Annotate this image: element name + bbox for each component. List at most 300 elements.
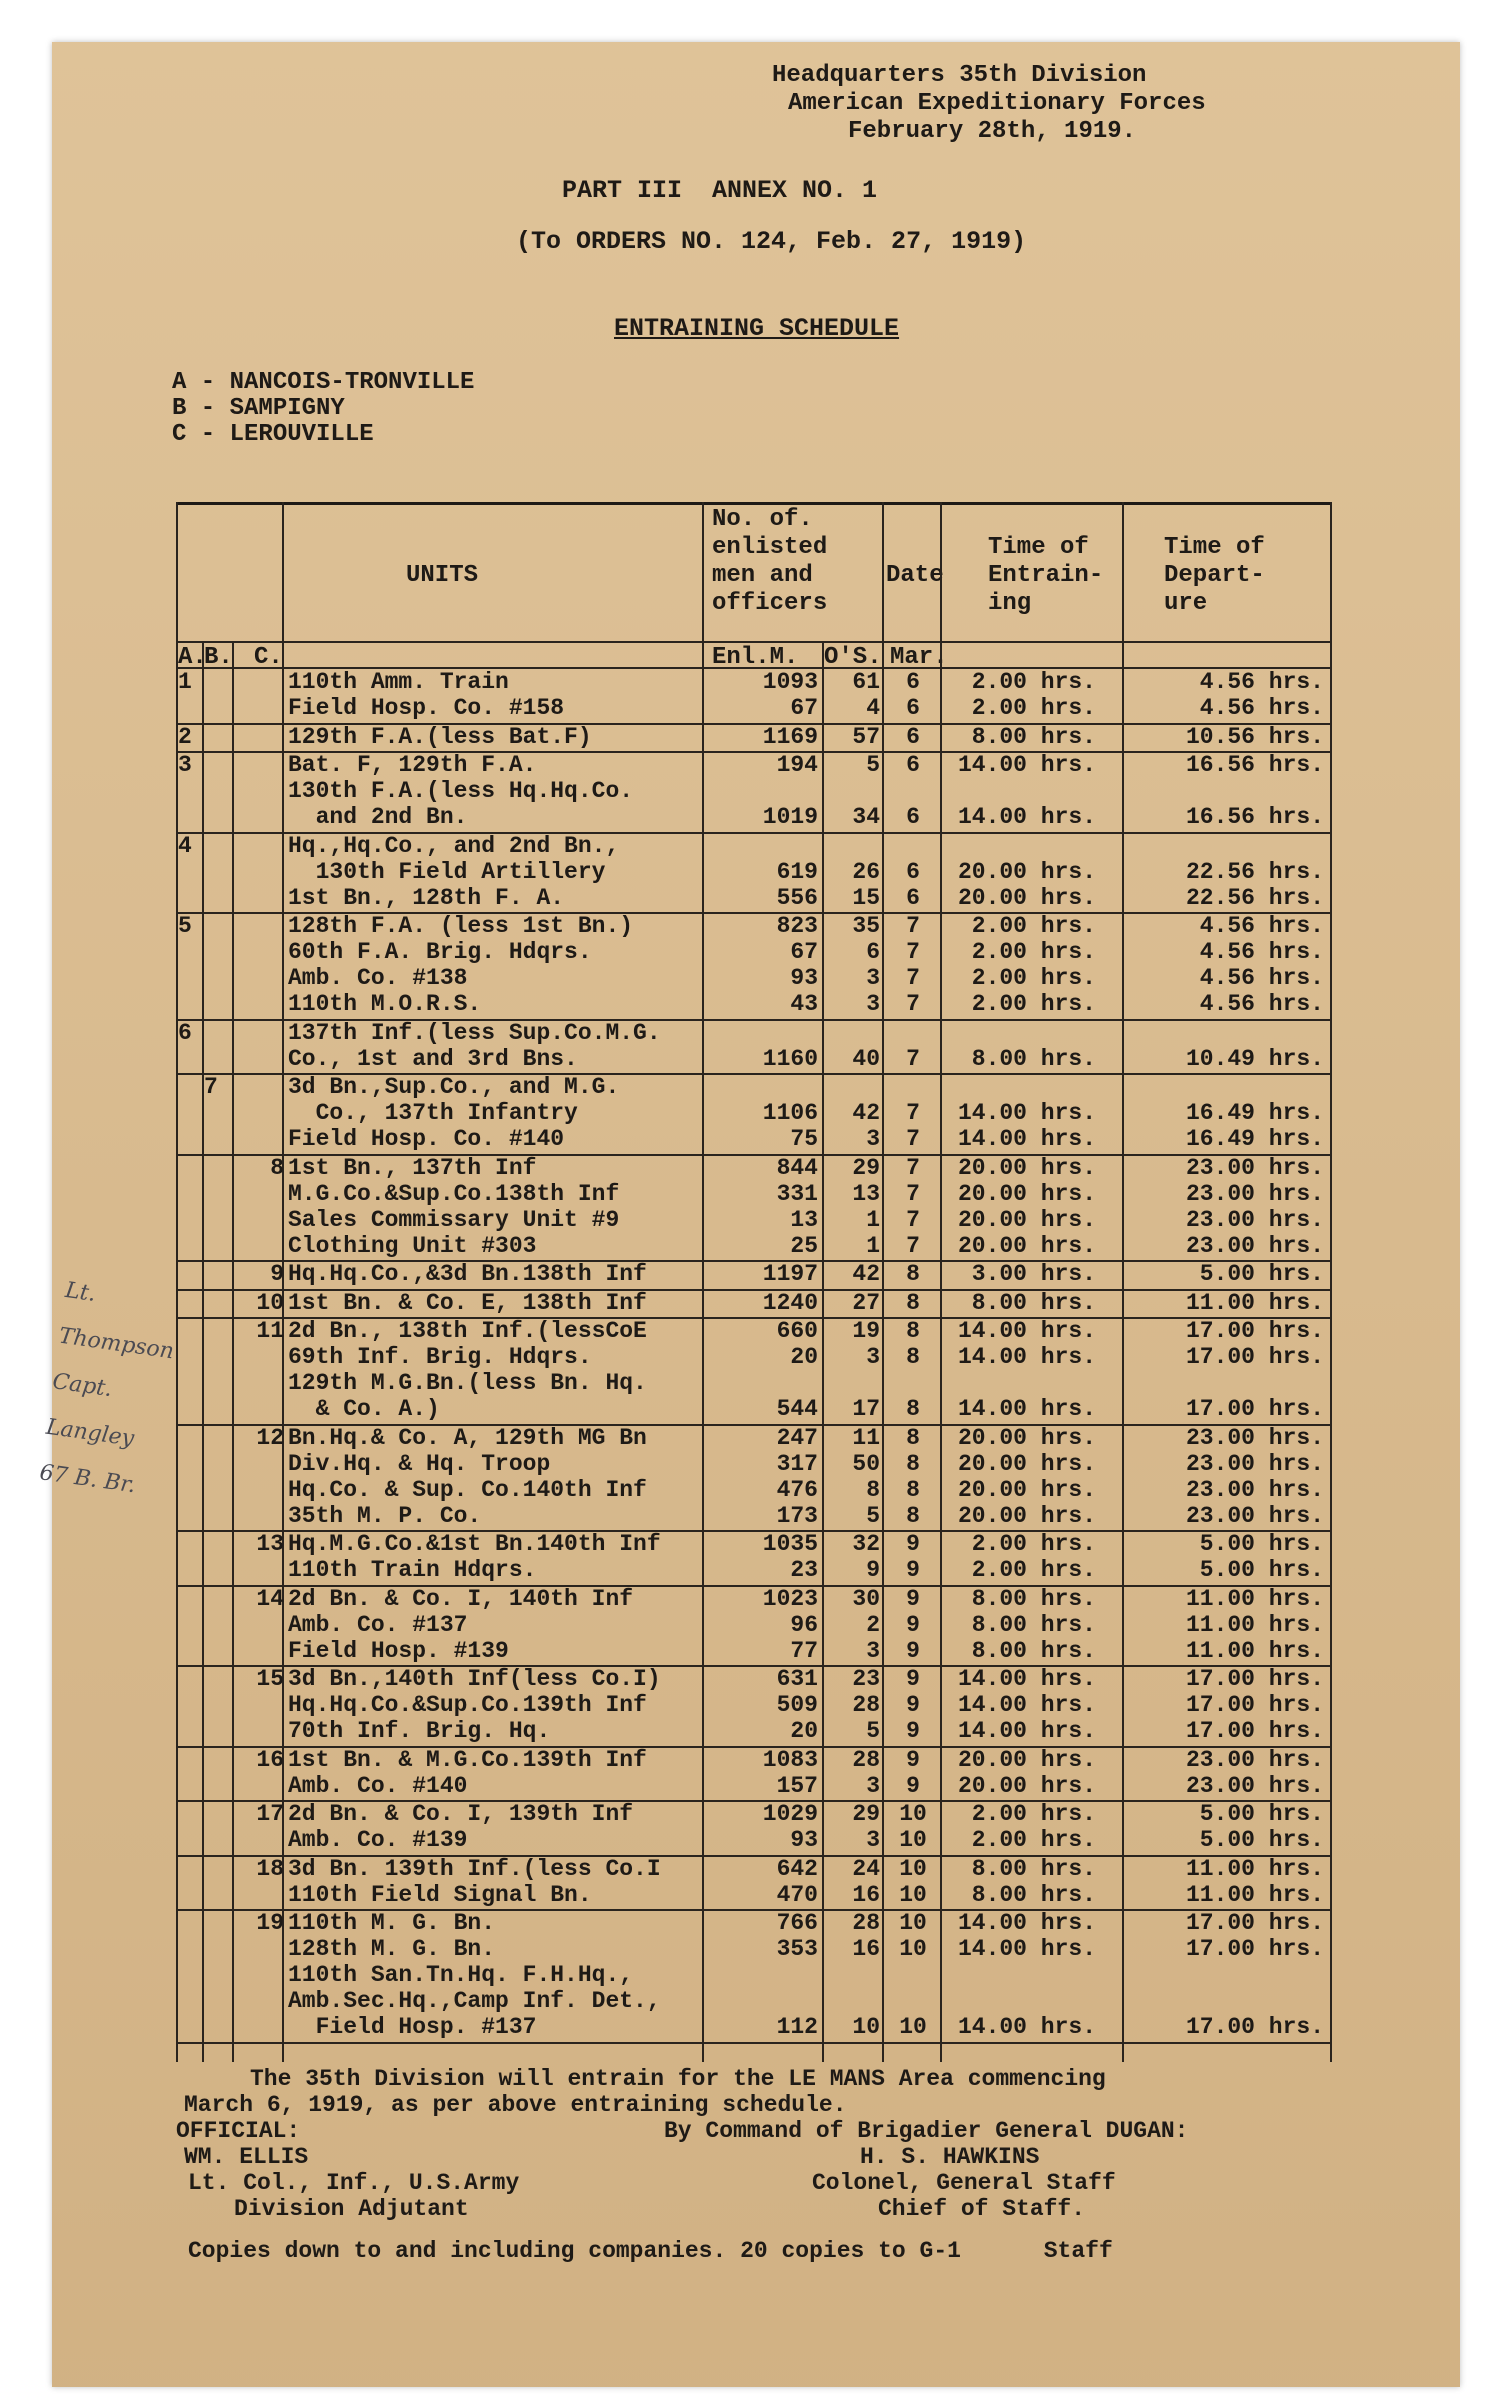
enlisted-count: 1197 (762, 1261, 818, 1287)
entrain-date: 9 (906, 1557, 920, 1583)
unit-name: 1st Bn. & Co. E, 138th Inf (288, 1289, 647, 1316)
station-a-number: 2 (178, 723, 192, 750)
note-line: Langley (44, 1414, 136, 1452)
entrain-date: 9 (906, 1718, 920, 1744)
officer-count: 61 (852, 669, 880, 695)
enlisted-count: 509 (776, 1692, 818, 1718)
signatory-title: Chief of Staff. (878, 2196, 1086, 2222)
entrain-date: 7 (906, 913, 920, 939)
entraining-time: 2.00 hrs. (971, 1531, 1096, 1557)
entraining-time: 2.00 hrs. (971, 1557, 1096, 1583)
station-a-number: 6 (178, 1019, 192, 1046)
entraining-time: 20.00 hrs. (957, 1232, 1096, 1259)
departure-time: 11.00 hrs. (1185, 1881, 1324, 1908)
by-command-line: By Command of Brigadier General DUGAN: (664, 2118, 1189, 2144)
enlisted-count: 544 (776, 1396, 818, 1422)
departure-time: 17.00 hrs. (1185, 1666, 1324, 1692)
departure-time: 17.00 hrs. (1185, 1318, 1324, 1344)
entrain-date: 6 (906, 669, 920, 695)
station-legend (172, 370, 474, 448)
officer-count: 42 (852, 1100, 880, 1126)
entrain-date: 10 (899, 1910, 927, 1936)
entrain-date: 6 (906, 804, 920, 830)
entrain-date: 9 (906, 1531, 920, 1557)
enlisted-count: 93 (790, 965, 818, 991)
departure-time: 23.00 hrs. (1185, 1154, 1324, 1181)
column-rule (202, 641, 204, 2062)
departure-time: 23.00 hrs. (1185, 1232, 1324, 1259)
officer-count: 50 (852, 1450, 880, 1477)
enlisted-count: 660 (776, 1318, 818, 1344)
station-c-number: 14 (256, 1585, 284, 1612)
entraining-time: 2.00 hrs. (971, 1827, 1096, 1853)
header-units: UNITS (406, 562, 479, 589)
departure-time: 17.00 hrs. (1185, 1692, 1324, 1718)
entraining-time: 8.00 hrs. (971, 1855, 1096, 1882)
officer-count: 16 (852, 1936, 880, 1962)
departure-time: 17.00 hrs. (1185, 1936, 1324, 1962)
entrain-date: 6 (906, 695, 920, 721)
unit-name: 60th F.A. Brig. Hdqrs. (288, 939, 592, 965)
unit-name: Amb. Co. #137 (288, 1611, 468, 1638)
document-title: ENTRAINING SCHEDULE (614, 314, 900, 343)
departure-time: 10.56 hrs. (1185, 723, 1324, 750)
entraining-time: 14.00 hrs. (957, 1910, 1096, 1936)
departure-time: 23.00 hrs. (1185, 1206, 1324, 1233)
departure-time: 4.56 hrs. (1199, 913, 1324, 939)
departure-time: 11.00 hrs. (1185, 1289, 1324, 1316)
officer-count: 9 (866, 1557, 880, 1583)
officer-count: 32 (852, 1531, 880, 1557)
enlisted-count: 1240 (762, 1289, 818, 1316)
entraining-time: 20.00 hrs. (957, 1424, 1096, 1451)
entraining-time: 8.00 hrs. (971, 1289, 1096, 1316)
entrain-date: 7 (906, 1180, 920, 1207)
unit-name: 3d Bn.,140th Inf(less Co.I) (288, 1666, 661, 1692)
unit-name: 35th M. P. Co. (288, 1502, 482, 1529)
unit-name: Co., 1st and 3rd Bns. (288, 1045, 578, 1072)
enlisted-count: 631 (776, 1666, 818, 1692)
entraining-time: 2.00 hrs. (971, 669, 1096, 695)
entraining-time: 20.00 hrs. (957, 1180, 1096, 1207)
unit-name: Sales Commissary Unit #9 (288, 1206, 620, 1233)
entraining-time: 14.00 hrs. (957, 1666, 1096, 1692)
document-header (772, 62, 1206, 146)
subheader-b: B. (204, 644, 233, 671)
station-b-number: 7 (204, 1074, 218, 1100)
departure-time: 10.49 hrs. (1185, 1045, 1324, 1072)
departure-time: 23.00 hrs. (1185, 1424, 1324, 1451)
departure-time: 5.00 hrs. (1199, 1827, 1324, 1853)
entraining-time: 20.00 hrs. (957, 858, 1096, 885)
entrain-date: 9 (906, 1637, 920, 1664)
entrain-date: 10 (899, 1881, 927, 1908)
entraining-time: 14.00 hrs. (957, 1396, 1096, 1422)
departure-time: 4.56 hrs. (1199, 695, 1324, 721)
entraining-time: 20.00 hrs. (957, 1746, 1096, 1773)
station-entry: B - SAMPIGNY (172, 395, 345, 422)
entraining-time: 20.00 hrs. (957, 1772, 1096, 1799)
part-heading: PART III ANNEX NO. 1 (562, 176, 878, 205)
entrain-date: 8 (906, 1289, 920, 1316)
unit-name: 137th Inf.(less Sup.Co.M.G. (288, 1019, 661, 1046)
note-line: Thompson (57, 1323, 176, 1365)
entraining-time: 14.00 hrs. (957, 1936, 1096, 1962)
unit-name: Amb. Co. #138 (288, 965, 468, 991)
entraining-time: 14.00 hrs. (957, 1100, 1096, 1126)
departure-time: 17.00 hrs. (1185, 1344, 1324, 1370)
station-a-number: 5 (178, 913, 192, 939)
column-rule (1122, 502, 1124, 2062)
officer-count: 3 (866, 991, 880, 1017)
enlisted-count: 157 (776, 1772, 818, 1799)
enlisted-count: 353 (776, 1936, 818, 1962)
unit-name: 2d Bn., 138th Inf.(lessCoE (288, 1318, 647, 1344)
officer-count: 2 (866, 1611, 880, 1638)
orders-reference: (To ORDERS NO. 124, Feb. 27, 1919) (516, 227, 1027, 256)
unit-name: 129th F.A.(less Bat.F) (288, 723, 592, 750)
footer-note: The 35th Division will entrain for the LE MANS Area commencing (250, 2066, 1106, 2092)
station-a-number: 1 (178, 669, 192, 695)
entraining-time: 14.00 hrs. (957, 752, 1096, 778)
entraining-time: 20.00 hrs. (957, 1206, 1096, 1233)
signatory-title: Division Adjutant (234, 2196, 469, 2222)
unit-name: 2d Bn. & Co. I, 139th Inf (288, 1801, 634, 1827)
officer-count: 5 (866, 1718, 880, 1744)
enlisted-count: 75 (790, 1126, 818, 1152)
unit-name: 110th Field Signal Bn. (288, 1881, 592, 1908)
enlisted-count: 67 (790, 695, 818, 721)
enlisted-count: 194 (776, 752, 818, 778)
entrain-date: 10 (899, 2014, 927, 2040)
officer-count: 28 (852, 1910, 880, 1936)
officer-count: 42 (852, 1261, 880, 1287)
officer-count: 35 (852, 913, 880, 939)
unit-name: 130th F.A.(less Hq.Hq.Co. (288, 778, 634, 804)
departure-time: 17.00 hrs. (1185, 1718, 1324, 1744)
enlisted-count: 20 (790, 1718, 818, 1744)
unit-name: Co., 137th Infantry (288, 1100, 578, 1126)
enlisted-count: 844 (776, 1154, 818, 1181)
officer-count: 40 (852, 1045, 880, 1072)
station-c-number: 9 (270, 1261, 284, 1287)
entraining-time: 8.00 hrs. (971, 1611, 1096, 1638)
station-c-number: 8 (270, 1154, 284, 1181)
signatory-name: H. S. HAWKINS (860, 2144, 1040, 2170)
header-line: Headquarters 35th Division (772, 62, 1147, 89)
unit-name: Hq.Co. & Sup. Co.140th Inf (288, 1476, 647, 1503)
enlisted-count: 20 (790, 1344, 818, 1370)
header-entraining: Time of Entrain- ing (988, 534, 1104, 617)
entraining-time: 14.00 hrs. (957, 804, 1096, 830)
departure-time: 23.00 hrs. (1185, 1450, 1324, 1477)
header-line: February 28th, 1919. (848, 118, 1137, 145)
entraining-time: 20.00 hrs. (957, 1502, 1096, 1529)
note-line: Lt. (63, 1277, 98, 1307)
entrain-date: 6 (906, 723, 920, 750)
officer-count: 16 (852, 1881, 880, 1908)
departure-time: 16.49 hrs. (1185, 1126, 1324, 1152)
entrain-date: 7 (906, 939, 920, 965)
officer-count: 26 (852, 858, 880, 885)
officer-count: 29 (852, 1801, 880, 1827)
entrain-date: 8 (906, 1450, 920, 1477)
unit-name: 70th Inf. Brig. Hq. (288, 1718, 551, 1744)
enlisted-count: 1019 (762, 804, 818, 830)
officer-count: 5 (866, 1502, 880, 1529)
entrain-date: 8 (906, 1424, 920, 1451)
station-c-number: 17 (256, 1801, 284, 1827)
officer-count: 27 (852, 1289, 880, 1316)
enlisted-count: 173 (776, 1502, 818, 1529)
enlisted-count: 96 (790, 1611, 818, 1638)
header-line: American Expeditionary Forces (788, 90, 1206, 117)
departure-time: 4.56 hrs. (1199, 939, 1324, 965)
enlisted-count: 766 (776, 1910, 818, 1936)
entraining-time: 8.00 hrs. (971, 1637, 1096, 1664)
enlisted-count: 1083 (762, 1746, 818, 1773)
unit-name: Div.Hq. & Hq. Troop (288, 1450, 551, 1477)
station-c-number: 16 (256, 1746, 284, 1773)
officer-count: 3 (866, 965, 880, 991)
station-c-number: 12 (256, 1424, 284, 1451)
entrain-date: 9 (906, 1585, 920, 1612)
subheader-a: A. (178, 644, 207, 671)
unit-name: Field Hosp. Co. #140 (288, 1126, 565, 1152)
enlisted-count: 23 (790, 1557, 818, 1583)
officer-count: 34 (852, 804, 880, 830)
unit-name: 1st Bn., 137th Inf (288, 1154, 537, 1181)
departure-time: 17.00 hrs. (1185, 1396, 1324, 1422)
entraining-time: 14.00 hrs. (957, 1126, 1096, 1152)
entrain-date: 6 (906, 858, 920, 885)
unit-name: 110th Train Hdqrs. (288, 1557, 537, 1583)
departure-time: 23.00 hrs. (1185, 1772, 1324, 1799)
subheader-c: C. (254, 644, 283, 671)
signatory-rank: Lt. Col., Inf., U.S.Army (188, 2170, 520, 2196)
column-rule (940, 502, 942, 2062)
departure-time: 4.56 hrs. (1199, 991, 1324, 1017)
enlisted-count: 556 (776, 884, 818, 911)
unit-name: Amb. Co. #139 (288, 1827, 468, 1853)
enlisted-count: 317 (776, 1450, 818, 1477)
officer-count: 17 (852, 1396, 880, 1422)
entraining-schedule-table (176, 502, 1332, 2062)
entrain-date: 9 (906, 1772, 920, 1799)
entraining-time: 20.00 hrs. (957, 1154, 1096, 1181)
unit-name: 128th M. G. Bn. (288, 1936, 496, 1962)
departure-time: 11.00 hrs. (1185, 1585, 1324, 1612)
entrain-date: 10 (899, 1827, 927, 1853)
entraining-time: 8.00 hrs. (971, 1045, 1096, 1072)
entrain-date: 9 (906, 1692, 920, 1718)
unit-name: 69th Inf. Brig. Hdqrs. (288, 1344, 592, 1370)
footer-note: March 6, 1919, as per above entraining schedule. (184, 2092, 847, 2118)
unit-name: 130th Field Artillery (288, 858, 606, 885)
officer-count: 6 (866, 939, 880, 965)
unit-name: 1st Bn., 128th F. A. (288, 884, 565, 911)
departure-time: 5.00 hrs. (1199, 1557, 1324, 1583)
unit-name: M.G.Co.&Sup.Co.138th Inf (288, 1180, 620, 1207)
unit-name: Bn.Hq.& Co. A, 129th MG Bn (288, 1424, 647, 1451)
enlisted-count: 93 (790, 1827, 818, 1853)
header-date: Date (886, 562, 944, 589)
officer-count: 30 (852, 1585, 880, 1612)
enlisted-count: 476 (776, 1476, 818, 1503)
entraining-time: 14.00 hrs. (957, 1344, 1096, 1370)
entraining-time: 3.00 hrs. (971, 1261, 1096, 1287)
officer-count: 19 (852, 1318, 880, 1344)
officer-count: 5 (866, 752, 880, 778)
departure-time: 4.56 hrs. (1199, 965, 1324, 991)
enlisted-count: 247 (776, 1424, 818, 1451)
official-label: OFFICIAL: (176, 2118, 301, 2144)
station-a-number: 4 (178, 832, 192, 859)
officer-count: 3 (866, 1344, 880, 1370)
column-rule (882, 502, 884, 2062)
entraining-time: 2.00 hrs. (971, 1801, 1096, 1827)
table-top-rule (176, 502, 1332, 505)
departure-time: 16.56 hrs. (1185, 804, 1324, 830)
unit-name: 110th M. G. Bn. (288, 1910, 496, 1936)
officer-count: 3 (866, 1126, 880, 1152)
entrain-date: 7 (906, 1100, 920, 1126)
officer-count: 13 (852, 1180, 880, 1207)
column-rule (1330, 502, 1332, 2062)
signatory-name: WM. ELLIS (184, 2144, 309, 2170)
departure-time: 22.56 hrs. (1185, 858, 1324, 885)
unit-name: Hq.Hq.Co.&Sup.Co.139th Inf (288, 1692, 647, 1718)
unit-name: Hq.Hq.Co.,&3d Bn.138th Inf (288, 1261, 647, 1287)
entraining-time: 8.00 hrs. (971, 1585, 1096, 1612)
subheader-officers: O'S. (824, 644, 882, 671)
unit-name: Hq.,Hq.Co., and 2nd Bn., (288, 832, 620, 859)
entrain-date: 8 (906, 1318, 920, 1344)
entrain-date: 7 (906, 991, 920, 1017)
unit-name: 2d Bn. & Co. I, 140th Inf (288, 1585, 634, 1612)
departure-time: 11.00 hrs. (1185, 1637, 1324, 1664)
officer-count: 23 (852, 1666, 880, 1692)
enlisted-count: 619 (776, 858, 818, 885)
entrain-date: 7 (906, 1154, 920, 1181)
enlisted-count: 77 (790, 1637, 818, 1664)
station-entry: C - LEROUVILLE (172, 421, 374, 448)
officer-count: 4 (866, 695, 880, 721)
entrain-date: 9 (906, 1666, 920, 1692)
enlisted-count: 1029 (762, 1801, 818, 1827)
entrain-date: 10 (899, 1855, 927, 1882)
officer-count: 8 (866, 1476, 880, 1503)
entrain-date: 9 (906, 1746, 920, 1773)
entrain-date: 8 (906, 1344, 920, 1370)
departure-time: 23.00 hrs. (1185, 1476, 1324, 1503)
station-c-number: 11 (256, 1318, 284, 1344)
unit-name: Amb. Co. #140 (288, 1772, 468, 1799)
enlisted-count: 112 (776, 2014, 818, 2040)
officer-count: 10 (852, 2014, 880, 2040)
unit-name: 110th M.O.R.S. (288, 991, 482, 1017)
entraining-time: 14.00 hrs. (957, 1318, 1096, 1344)
unit-name: 1st Bn. & M.G.Co.139th Inf (288, 1746, 647, 1773)
group-rule (176, 2042, 1332, 2044)
entraining-time: 14.00 hrs. (957, 2014, 1096, 2040)
entraining-time: 2.00 hrs. (971, 991, 1096, 1017)
departure-time: 4.56 hrs. (1199, 669, 1324, 695)
entrain-date: 7 (906, 1126, 920, 1152)
enlisted-count: 13 (790, 1206, 818, 1233)
entrain-date: 10 (899, 1936, 927, 1962)
officer-count: 3 (866, 1772, 880, 1799)
entraining-time: 20.00 hrs. (957, 1476, 1096, 1503)
entrain-date: 7 (906, 965, 920, 991)
departure-time: 17.00 hrs. (1185, 2014, 1324, 2040)
officer-count: 15 (852, 884, 880, 911)
entrain-date: 8 (906, 1502, 920, 1529)
station-c-number: 13 (256, 1531, 284, 1557)
enlisted-count: 331 (776, 1180, 818, 1207)
header-departure: Time of Depart- ure (1164, 534, 1265, 617)
officer-count: 3 (866, 1827, 880, 1853)
unit-name: Hq.M.G.Co.&1st Bn.140th Inf (288, 1531, 661, 1557)
unit-name: Amb.Sec.Hq.,Camp Inf. Det., (288, 1988, 661, 2014)
enlisted-count: 470 (776, 1881, 818, 1908)
column-rule (232, 641, 234, 2062)
signatory-rank: Colonel, General Staff (812, 2170, 1116, 2196)
unit-name: & Co. A.) (288, 1396, 440, 1422)
station-c-number: 18 (256, 1855, 284, 1882)
officer-count: 28 (852, 1746, 880, 1773)
entrain-date: 6 (906, 884, 920, 911)
officer-count: 1 (866, 1232, 880, 1259)
officer-count: 24 (852, 1855, 880, 1882)
unit-name: Field Hosp. #139 (288, 1637, 509, 1664)
note-line: Capt. (50, 1369, 114, 1403)
entrain-date: 7 (906, 1206, 920, 1233)
departure-time: 22.56 hrs. (1185, 884, 1324, 911)
station-c-number: 15 (256, 1666, 284, 1692)
entraining-time: 2.00 hrs. (971, 965, 1096, 991)
station-c-number: 19 (256, 1910, 284, 1936)
entraining-time: 8.00 hrs. (971, 723, 1096, 750)
entraining-time: 2.00 hrs. (971, 695, 1096, 721)
header-rule (176, 641, 1332, 643)
enlisted-count: 1035 (762, 1531, 818, 1557)
column-rule (702, 502, 704, 2062)
unit-name: 3d Bn. 139th Inf.(less Co.I (288, 1855, 661, 1882)
officer-count: 28 (852, 1692, 880, 1718)
enlisted-count: 1023 (762, 1585, 818, 1612)
unit-name: 3d Bn.,Sup.Co., and M.G. (288, 1074, 620, 1100)
enlisted-count: 823 (776, 913, 818, 939)
officer-count: 57 (852, 723, 880, 750)
entraining-time: 14.00 hrs. (957, 1692, 1096, 1718)
subheader-month: Mar. (890, 644, 948, 671)
departure-time: 17.00 hrs. (1185, 1910, 1324, 1936)
unit-name: Field Hosp. Co. #158 (288, 695, 565, 721)
unit-name: Bat. F, 129th F.A. (288, 752, 537, 778)
departure-time: 23.00 hrs. (1185, 1180, 1324, 1207)
unit-name: 128th F.A. (less 1st Bn.) (288, 913, 634, 939)
departure-time: 5.00 hrs. (1199, 1261, 1324, 1287)
departure-time: 5.00 hrs. (1199, 1531, 1324, 1557)
entraining-time: 8.00 hrs. (971, 1881, 1096, 1908)
departure-time: 11.00 hrs. (1185, 1855, 1324, 1882)
station-a-number: 3 (178, 752, 192, 778)
officer-count: 29 (852, 1154, 880, 1181)
entrain-date: 7 (906, 1045, 920, 1072)
enlisted-count: 1160 (762, 1045, 818, 1072)
entraining-time: 20.00 hrs. (957, 1450, 1096, 1477)
